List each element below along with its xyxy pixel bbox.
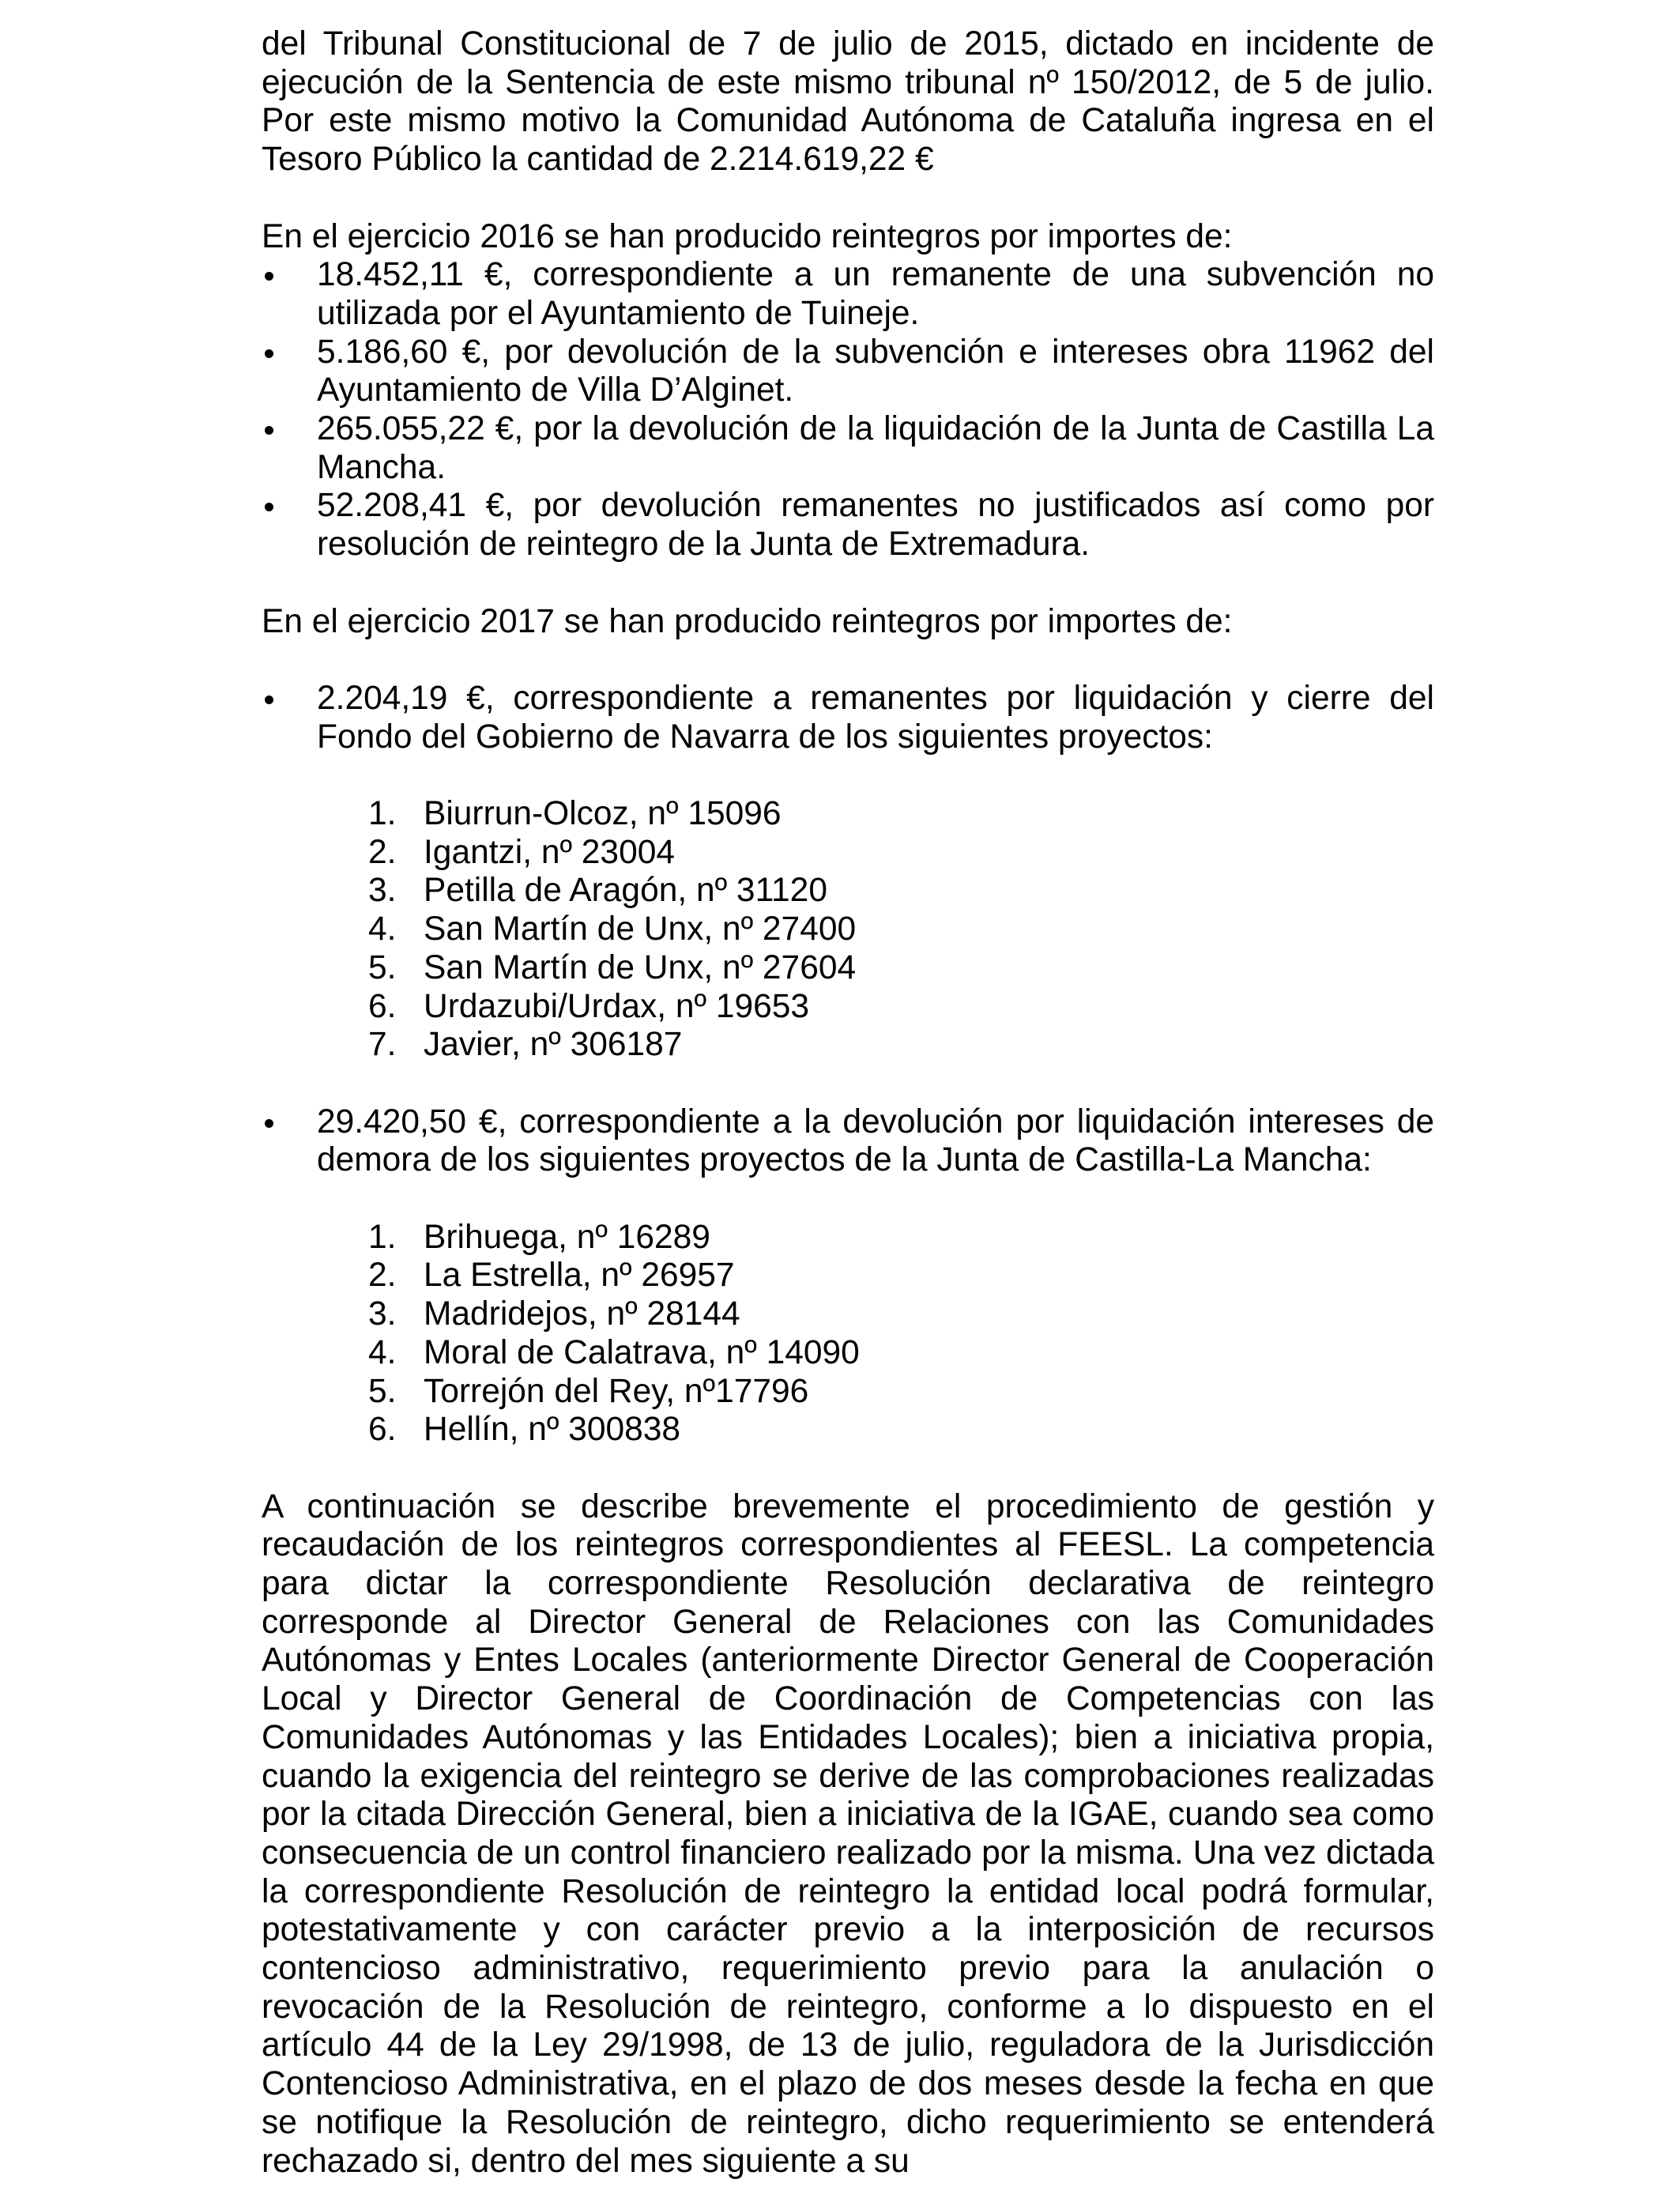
numbered-item	[262, 1026, 1434, 1065]
item-text: Torrejón del Rey, nº17796	[424, 1372, 809, 1410]
item-number: 2.	[368, 1257, 397, 1295]
list-item-text: 2.204,19 €, correspondiente a remanentes por liquidación y cierre del Fondo del Gobierno de Navarra de los siguientes proyectos:	[317, 679, 1434, 756]
spacer	[262, 564, 1434, 603]
item-number: 1.	[368, 1218, 397, 1256]
item-text: Hellín, nº 300838	[424, 1411, 681, 1449]
item-number: 3.	[368, 872, 397, 910]
item-number: 5.	[368, 1372, 397, 1410]
item-text: Brihuega, nº 16289	[424, 1218, 710, 1256]
spacer	[262, 1449, 1434, 1488]
item-text: Moral de Calatrava, nº 14090	[424, 1333, 860, 1371]
projects-castilla-la-mancha	[262, 1219, 1434, 1449]
list-item-text: 18.452,11 €, correspondiente a un remanente de una subvención no utilizada por el Ayuntamiento de Tuineje.	[317, 256, 1434, 332]
intro-paragraph: del Tribunal Constitucional de 7 de julio de 2015, dictado en incidente de ejecución de la Sentencia de este mismo tribunal nº 150/2012, de 5 de julio. Por este mismo motivo la Comunidad Autónoma de Cataluña ingresa en el Tesoro Público la cantidad de 2.214.619,22 €	[262, 25, 1434, 179]
numbered-item	[262, 1334, 1434, 1373]
item-text: Madridejos, nº 28144	[424, 1295, 740, 1333]
numbered-item	[262, 949, 1434, 988]
numbered-item	[262, 872, 1434, 910]
list-item	[262, 410, 1434, 487]
item-number: 2.	[368, 833, 397, 871]
list-item	[262, 1103, 1434, 1180]
list-item-text: 265.055,22 €, por la devolución de la liquidación de la Junta de Castilla La Mancha.	[317, 410, 1434, 486]
bullet-icon	[265, 349, 273, 358]
closing-paragraph: A continuación se describe brevemente el procedimiento de gestión y recaudación de los reintegros correspondientes al FEESL. La competencia para dictar la correspondiente Resolución declarativa de reintegro corresponde al Director General de Relaciones con las Comunidades Autónomas y Entes Locales (anteriormente Director General de Cooperación Local y Director General de Coordinación de Competencias con las Comunidades Autónomas y las Entidades Locales); bien a iniciativa propia, cuando la exigencia del reintegro se derive de las comprobaciones realizadas por la citada Dirección General, bien a iniciativa de la IGAE, cuando sea como consecuencia de un control financiero realizado por la misma. Una vez dictada la correspondiente Resolución de reintegro la entidad local podrá formular, potestativamente y con carácter previo a la interposición de recursos contencioso administrativo, requerimiento previo para la anulación o revocación de la Resolución de reintegro, conforme a lo dispuesto en el artículo 44 de la Ley 29/1998, de 13 de julio, reguladora de la Jurisdicción Contencioso Administrativa, en el plazo de dos meses desde la fecha en que se notifique la Resolución de reintegro, dicho requerimiento se entenderá rechazado si, dentro del mes siguiente a su	[262, 1487, 1434, 2180]
spacer	[262, 641, 1434, 680]
bullet-icon	[265, 503, 273, 511]
item-text: San Martín de Unx, nº 27604	[424, 948, 857, 986]
list-2017-b	[262, 1103, 1434, 1180]
item-text: Petilla de Aragón, nº 31120	[424, 872, 827, 910]
list-item	[262, 334, 1434, 410]
projects-navarra	[262, 795, 1434, 1065]
item-text: Urdazubi/Urdax, nº 19653	[424, 987, 810, 1025]
list-item-text: 52.208,41 €, por devolución remanentes no justificados así como por resolución de reintegro de la Junta de Extremadura.	[317, 487, 1434, 564]
heading-2017: En el ejercicio 2017 se han producido reintegros por importes de:	[262, 602, 1233, 640]
bullet-icon	[265, 272, 273, 281]
numbered-item	[262, 1373, 1434, 1412]
numbered-item	[262, 1219, 1434, 1257]
item-number: 5.	[368, 948, 397, 986]
numbered-item	[262, 1295, 1434, 1334]
list-2017-a	[262, 680, 1434, 756]
item-text: San Martín de Unx, nº 27400	[424, 910, 857, 948]
list-2016	[262, 256, 1434, 564]
numbered-item	[262, 910, 1434, 949]
list-item	[262, 487, 1434, 564]
spacer	[262, 1065, 1434, 1103]
item-text: Biurrun-Olcoz, nº 15096	[424, 795, 782, 832]
list-item-text: 5.186,60 €, por devolución de la subvención e intereses obra 11962 del Ayuntamiento de Villa D’Alginet.	[317, 333, 1434, 409]
heading-2016: En el ejercicio 2016 se han producido reintegros por importes de:	[262, 217, 1233, 255]
item-number: 4.	[368, 1333, 397, 1371]
item-number: 6.	[368, 987, 397, 1025]
item-number: 3.	[368, 1295, 397, 1333]
numbered-item	[262, 834, 1434, 873]
item-number: 7.	[368, 1026, 397, 1064]
numbered-item	[262, 988, 1434, 1027]
numbered-item	[262, 1257, 1434, 1295]
item-text: La Estrella, nº 26957	[424, 1257, 735, 1295]
list-item	[262, 680, 1434, 756]
item-number: 6.	[368, 1411, 397, 1449]
item-text: Javier, nº 306187	[424, 1026, 683, 1064]
spacer	[262, 756, 1434, 795]
spacer	[262, 179, 1434, 218]
item-text: Igantzi, nº 23004	[424, 833, 675, 871]
list-item-text: 29.420,50 €, correspondiente a la devolución por liquidación intereses de demora de los siguientes proyectos de la Junta de Castilla-La Mancha:	[317, 1103, 1434, 1179]
bullet-icon	[265, 696, 273, 704]
item-number: 4.	[368, 910, 397, 948]
numbered-item	[262, 795, 1434, 834]
bullet-icon	[265, 1119, 273, 1128]
numbered-item	[262, 1411, 1434, 1449]
item-number: 1.	[368, 795, 397, 832]
list-item	[262, 256, 1434, 333]
bullet-icon	[265, 426, 273, 435]
document-page	[262, 25, 1434, 2181]
spacer	[262, 1180, 1434, 1219]
